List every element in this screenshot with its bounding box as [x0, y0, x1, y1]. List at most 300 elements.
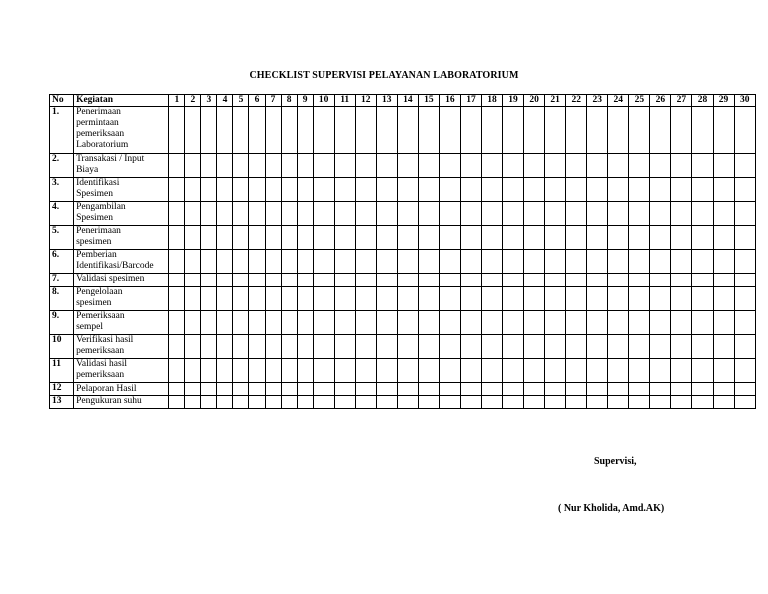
- checkbox-cell-day-17[interactable]: [460, 226, 481, 250]
- checkbox-cell-day-21[interactable]: [545, 202, 566, 226]
- checkbox-cell-day-23[interactable]: [587, 226, 608, 250]
- checkbox-cell-day-28[interactable]: [692, 359, 713, 383]
- checkbox-cell-day-9[interactable]: [297, 178, 313, 202]
- checkbox-cell-day-20[interactable]: [524, 274, 545, 287]
- checkbox-cell-day-16[interactable]: [439, 287, 460, 311]
- checkbox-cell-day-11[interactable]: [334, 202, 355, 226]
- checkbox-cell-day-14[interactable]: [397, 154, 418, 178]
- checkbox-cell-day-6[interactable]: [249, 383, 265, 396]
- checkbox-cell-day-22[interactable]: [566, 202, 587, 226]
- checkbox-cell-day-10[interactable]: [313, 396, 334, 409]
- checkbox-cell-day-13[interactable]: [376, 202, 397, 226]
- checkbox-cell-day-16[interactable]: [439, 107, 460, 154]
- checkbox-cell-day-5[interactable]: [233, 178, 249, 202]
- checkbox-cell-day-9[interactable]: [297, 287, 313, 311]
- checkbox-cell-day-2[interactable]: [185, 226, 201, 250]
- checkbox-cell-day-5[interactable]: [233, 311, 249, 335]
- checkbox-cell-day-25[interactable]: [629, 226, 650, 250]
- checkbox-cell-day-26[interactable]: [650, 202, 671, 226]
- checkbox-cell-day-1[interactable]: [169, 107, 185, 154]
- checkbox-cell-day-13[interactable]: [376, 154, 397, 178]
- checkbox-cell-day-7[interactable]: [265, 383, 281, 396]
- checkbox-cell-day-15[interactable]: [418, 250, 439, 274]
- checkbox-cell-day-13[interactable]: [376, 250, 397, 274]
- checkbox-cell-day-19[interactable]: [503, 359, 524, 383]
- checkbox-cell-day-10[interactable]: [313, 202, 334, 226]
- checkbox-cell-day-24[interactable]: [608, 311, 629, 335]
- checkbox-cell-day-9[interactable]: [297, 107, 313, 154]
- checkbox-cell-day-11[interactable]: [334, 154, 355, 178]
- checkbox-cell-day-23[interactable]: [587, 107, 608, 154]
- checkbox-cell-day-5[interactable]: [233, 274, 249, 287]
- checkbox-cell-day-8[interactable]: [281, 383, 297, 396]
- checkbox-cell-day-21[interactable]: [545, 383, 566, 396]
- checkbox-cell-day-23[interactable]: [587, 202, 608, 226]
- checkbox-cell-day-16[interactable]: [439, 383, 460, 396]
- checkbox-cell-day-20[interactable]: [524, 287, 545, 311]
- checkbox-cell-day-11[interactable]: [334, 287, 355, 311]
- checkbox-cell-day-4[interactable]: [217, 311, 233, 335]
- checkbox-cell-day-12[interactable]: [355, 287, 376, 311]
- checkbox-cell-day-21[interactable]: [545, 287, 566, 311]
- checkbox-cell-day-12[interactable]: [355, 202, 376, 226]
- checkbox-cell-day-7[interactable]: [265, 359, 281, 383]
- checkbox-cell-day-11[interactable]: [334, 107, 355, 154]
- checkbox-cell-day-8[interactable]: [281, 287, 297, 311]
- checkbox-cell-day-17[interactable]: [460, 287, 481, 311]
- checkbox-cell-day-5[interactable]: [233, 226, 249, 250]
- checkbox-cell-day-17[interactable]: [460, 202, 481, 226]
- checkbox-cell-day-10[interactable]: [313, 226, 334, 250]
- checkbox-cell-day-16[interactable]: [439, 396, 460, 409]
- checkbox-cell-day-11[interactable]: [334, 250, 355, 274]
- checkbox-cell-day-4[interactable]: [217, 287, 233, 311]
- checkbox-cell-day-26[interactable]: [650, 154, 671, 178]
- checkbox-cell-day-5[interactable]: [233, 335, 249, 359]
- checkbox-cell-day-30[interactable]: [734, 287, 755, 311]
- checkbox-cell-day-3[interactable]: [201, 383, 217, 396]
- checkbox-cell-day-2[interactable]: [185, 250, 201, 274]
- checkbox-cell-day-12[interactable]: [355, 154, 376, 178]
- checkbox-cell-day-6[interactable]: [249, 178, 265, 202]
- checkbox-cell-day-6[interactable]: [249, 226, 265, 250]
- checkbox-cell-day-16[interactable]: [439, 311, 460, 335]
- checkbox-cell-day-18[interactable]: [481, 396, 502, 409]
- checkbox-cell-day-22[interactable]: [566, 178, 587, 202]
- checkbox-cell-day-9[interactable]: [297, 359, 313, 383]
- checkbox-cell-day-16[interactable]: [439, 178, 460, 202]
- checkbox-cell-day-14[interactable]: [397, 287, 418, 311]
- checkbox-cell-day-7[interactable]: [265, 107, 281, 154]
- checkbox-cell-day-29[interactable]: [713, 383, 734, 396]
- checkbox-cell-day-24[interactable]: [608, 396, 629, 409]
- checkbox-cell-day-18[interactable]: [481, 226, 502, 250]
- checkbox-cell-day-28[interactable]: [692, 154, 713, 178]
- checkbox-cell-day-12[interactable]: [355, 226, 376, 250]
- checkbox-cell-day-12[interactable]: [355, 335, 376, 359]
- checkbox-cell-day-2[interactable]: [185, 178, 201, 202]
- checkbox-cell-day-6[interactable]: [249, 311, 265, 335]
- checkbox-cell-day-2[interactable]: [185, 396, 201, 409]
- checkbox-cell-day-4[interactable]: [217, 335, 233, 359]
- checkbox-cell-day-30[interactable]: [734, 250, 755, 274]
- checkbox-cell-day-23[interactable]: [587, 335, 608, 359]
- checkbox-cell-day-29[interactable]: [713, 226, 734, 250]
- checkbox-cell-day-2[interactable]: [185, 335, 201, 359]
- checkbox-cell-day-15[interactable]: [418, 396, 439, 409]
- checkbox-cell-day-24[interactable]: [608, 383, 629, 396]
- checkbox-cell-day-17[interactable]: [460, 359, 481, 383]
- checkbox-cell-day-21[interactable]: [545, 396, 566, 409]
- checkbox-cell-day-22[interactable]: [566, 335, 587, 359]
- checkbox-cell-day-18[interactable]: [481, 383, 502, 396]
- checkbox-cell-day-17[interactable]: [460, 274, 481, 287]
- checkbox-cell-day-4[interactable]: [217, 154, 233, 178]
- checkbox-cell-day-2[interactable]: [185, 383, 201, 396]
- checkbox-cell-day-26[interactable]: [650, 226, 671, 250]
- checkbox-cell-day-28[interactable]: [692, 274, 713, 287]
- checkbox-cell-day-10[interactable]: [313, 287, 334, 311]
- checkbox-cell-day-10[interactable]: [313, 383, 334, 396]
- checkbox-cell-day-1[interactable]: [169, 287, 185, 311]
- checkbox-cell-day-7[interactable]: [265, 178, 281, 202]
- checkbox-cell-day-20[interactable]: [524, 202, 545, 226]
- checkbox-cell-day-3[interactable]: [201, 226, 217, 250]
- checkbox-cell-day-19[interactable]: [503, 107, 524, 154]
- checkbox-cell-day-9[interactable]: [297, 250, 313, 274]
- checkbox-cell-day-15[interactable]: [418, 202, 439, 226]
- checkbox-cell-day-18[interactable]: [481, 250, 502, 274]
- checkbox-cell-day-20[interactable]: [524, 311, 545, 335]
- checkbox-cell-day-12[interactable]: [355, 383, 376, 396]
- checkbox-cell-day-28[interactable]: [692, 226, 713, 250]
- checkbox-cell-day-28[interactable]: [692, 383, 713, 396]
- checkbox-cell-day-6[interactable]: [249, 287, 265, 311]
- checkbox-cell-day-16[interactable]: [439, 202, 460, 226]
- checkbox-cell-day-13[interactable]: [376, 311, 397, 335]
- checkbox-cell-day-7[interactable]: [265, 250, 281, 274]
- checkbox-cell-day-17[interactable]: [460, 107, 481, 154]
- checkbox-cell-day-20[interactable]: [524, 250, 545, 274]
- checkbox-cell-day-27[interactable]: [671, 311, 692, 335]
- checkbox-cell-day-13[interactable]: [376, 359, 397, 383]
- checkbox-cell-day-29[interactable]: [713, 250, 734, 274]
- checkbox-cell-day-24[interactable]: [608, 107, 629, 154]
- checkbox-cell-day-27[interactable]: [671, 359, 692, 383]
- checkbox-cell-day-18[interactable]: [481, 287, 502, 311]
- checkbox-cell-day-16[interactable]: [439, 335, 460, 359]
- checkbox-cell-day-5[interactable]: [233, 107, 249, 154]
- checkbox-cell-day-4[interactable]: [217, 396, 233, 409]
- checkbox-cell-day-1[interactable]: [169, 202, 185, 226]
- checkbox-cell-day-25[interactable]: [629, 154, 650, 178]
- checkbox-cell-day-23[interactable]: [587, 274, 608, 287]
- checkbox-cell-day-6[interactable]: [249, 154, 265, 178]
- checkbox-cell-day-9[interactable]: [297, 335, 313, 359]
- checkbox-cell-day-7[interactable]: [265, 311, 281, 335]
- checkbox-cell-day-6[interactable]: [249, 250, 265, 274]
- checkbox-cell-day-8[interactable]: [281, 202, 297, 226]
- checkbox-cell-day-3[interactable]: [201, 335, 217, 359]
- checkbox-cell-day-30[interactable]: [734, 107, 755, 154]
- checkbox-cell-day-8[interactable]: [281, 178, 297, 202]
- checkbox-cell-day-7[interactable]: [265, 226, 281, 250]
- checkbox-cell-day-5[interactable]: [233, 359, 249, 383]
- checkbox-cell-day-30[interactable]: [734, 274, 755, 287]
- checkbox-cell-day-14[interactable]: [397, 383, 418, 396]
- checkbox-cell-day-6[interactable]: [249, 274, 265, 287]
- checkbox-cell-day-19[interactable]: [503, 178, 524, 202]
- checkbox-cell-day-24[interactable]: [608, 287, 629, 311]
- checkbox-cell-day-18[interactable]: [481, 202, 502, 226]
- checkbox-cell-day-15[interactable]: [418, 178, 439, 202]
- checkbox-cell-day-12[interactable]: [355, 396, 376, 409]
- checkbox-cell-day-30[interactable]: [734, 383, 755, 396]
- checkbox-cell-day-17[interactable]: [460, 335, 481, 359]
- checkbox-cell-day-3[interactable]: [201, 107, 217, 154]
- checkbox-cell-day-10[interactable]: [313, 178, 334, 202]
- checkbox-cell-day-21[interactable]: [545, 359, 566, 383]
- checkbox-cell-day-19[interactable]: [503, 311, 524, 335]
- checkbox-cell-day-14[interactable]: [397, 335, 418, 359]
- checkbox-cell-day-9[interactable]: [297, 383, 313, 396]
- checkbox-cell-day-3[interactable]: [201, 154, 217, 178]
- checkbox-cell-day-4[interactable]: [217, 383, 233, 396]
- checkbox-cell-day-30[interactable]: [734, 359, 755, 383]
- checkbox-cell-day-8[interactable]: [281, 311, 297, 335]
- checkbox-cell-day-6[interactable]: [249, 359, 265, 383]
- checkbox-cell-day-11[interactable]: [334, 311, 355, 335]
- checkbox-cell-day-10[interactable]: [313, 250, 334, 274]
- checkbox-cell-day-25[interactable]: [629, 107, 650, 154]
- checkbox-cell-day-15[interactable]: [418, 107, 439, 154]
- checkbox-cell-day-30[interactable]: [734, 154, 755, 178]
- checkbox-cell-day-26[interactable]: [650, 311, 671, 335]
- checkbox-cell-day-16[interactable]: [439, 226, 460, 250]
- checkbox-cell-day-4[interactable]: [217, 274, 233, 287]
- checkbox-cell-day-1[interactable]: [169, 178, 185, 202]
- checkbox-cell-day-18[interactable]: [481, 359, 502, 383]
- checkbox-cell-day-28[interactable]: [692, 335, 713, 359]
- checkbox-cell-day-26[interactable]: [650, 396, 671, 409]
- checkbox-cell-day-25[interactable]: [629, 396, 650, 409]
- checkbox-cell-day-13[interactable]: [376, 274, 397, 287]
- checkbox-cell-day-27[interactable]: [671, 396, 692, 409]
- checkbox-cell-day-8[interactable]: [281, 226, 297, 250]
- checkbox-cell-day-17[interactable]: [460, 154, 481, 178]
- checkbox-cell-day-4[interactable]: [217, 178, 233, 202]
- checkbox-cell-day-1[interactable]: [169, 383, 185, 396]
- checkbox-cell-day-10[interactable]: [313, 107, 334, 154]
- checkbox-cell-day-8[interactable]: [281, 274, 297, 287]
- checkbox-cell-day-29[interactable]: [713, 202, 734, 226]
- checkbox-cell-day-10[interactable]: [313, 311, 334, 335]
- checkbox-cell-day-25[interactable]: [629, 274, 650, 287]
- checkbox-cell-day-27[interactable]: [671, 274, 692, 287]
- checkbox-cell-day-2[interactable]: [185, 154, 201, 178]
- checkbox-cell-day-11[interactable]: [334, 178, 355, 202]
- checkbox-cell-day-5[interactable]: [233, 154, 249, 178]
- checkbox-cell-day-12[interactable]: [355, 311, 376, 335]
- checkbox-cell-day-19[interactable]: [503, 396, 524, 409]
- checkbox-cell-day-24[interactable]: [608, 274, 629, 287]
- checkbox-cell-day-3[interactable]: [201, 274, 217, 287]
- checkbox-cell-day-5[interactable]: [233, 383, 249, 396]
- checkbox-cell-day-12[interactable]: [355, 107, 376, 154]
- checkbox-cell-day-13[interactable]: [376, 107, 397, 154]
- checkbox-cell-day-2[interactable]: [185, 202, 201, 226]
- checkbox-cell-day-3[interactable]: [201, 202, 217, 226]
- checkbox-cell-day-11[interactable]: [334, 335, 355, 359]
- checkbox-cell-day-21[interactable]: [545, 178, 566, 202]
- checkbox-cell-day-11[interactable]: [334, 359, 355, 383]
- checkbox-cell-day-20[interactable]: [524, 396, 545, 409]
- checkbox-cell-day-28[interactable]: [692, 178, 713, 202]
- checkbox-cell-day-8[interactable]: [281, 107, 297, 154]
- checkbox-cell-day-2[interactable]: [185, 287, 201, 311]
- checkbox-cell-day-25[interactable]: [629, 202, 650, 226]
- checkbox-cell-day-4[interactable]: [217, 202, 233, 226]
- checkbox-cell-day-22[interactable]: [566, 359, 587, 383]
- checkbox-cell-day-26[interactable]: [650, 178, 671, 202]
- checkbox-cell-day-8[interactable]: [281, 154, 297, 178]
- checkbox-cell-day-1[interactable]: [169, 154, 185, 178]
- checkbox-cell-day-11[interactable]: [334, 396, 355, 409]
- checkbox-cell-day-4[interactable]: [217, 226, 233, 250]
- checkbox-cell-day-23[interactable]: [587, 383, 608, 396]
- checkbox-cell-day-29[interactable]: [713, 274, 734, 287]
- checkbox-cell-day-16[interactable]: [439, 359, 460, 383]
- checkbox-cell-day-21[interactable]: [545, 226, 566, 250]
- checkbox-cell-day-30[interactable]: [734, 226, 755, 250]
- checkbox-cell-day-5[interactable]: [233, 396, 249, 409]
- checkbox-cell-day-30[interactable]: [734, 396, 755, 409]
- checkbox-cell-day-9[interactable]: [297, 202, 313, 226]
- checkbox-cell-day-27[interactable]: [671, 250, 692, 274]
- checkbox-cell-day-18[interactable]: [481, 154, 502, 178]
- checkbox-cell-day-19[interactable]: [503, 287, 524, 311]
- checkbox-cell-day-23[interactable]: [587, 250, 608, 274]
- checkbox-cell-day-1[interactable]: [169, 396, 185, 409]
- checkbox-cell-day-26[interactable]: [650, 359, 671, 383]
- checkbox-cell-day-6[interactable]: [249, 335, 265, 359]
- checkbox-cell-day-19[interactable]: [503, 226, 524, 250]
- checkbox-cell-day-26[interactable]: [650, 250, 671, 274]
- checkbox-cell-day-8[interactable]: [281, 396, 297, 409]
- checkbox-cell-day-7[interactable]: [265, 274, 281, 287]
- checkbox-cell-day-12[interactable]: [355, 359, 376, 383]
- checkbox-cell-day-12[interactable]: [355, 274, 376, 287]
- checkbox-cell-day-3[interactable]: [201, 287, 217, 311]
- checkbox-cell-day-7[interactable]: [265, 202, 281, 226]
- checkbox-cell-day-28[interactable]: [692, 250, 713, 274]
- checkbox-cell-day-14[interactable]: [397, 311, 418, 335]
- checkbox-cell-day-20[interactable]: [524, 178, 545, 202]
- checkbox-cell-day-21[interactable]: [545, 274, 566, 287]
- checkbox-cell-day-14[interactable]: [397, 396, 418, 409]
- checkbox-cell-day-25[interactable]: [629, 383, 650, 396]
- checkbox-cell-day-27[interactable]: [671, 107, 692, 154]
- checkbox-cell-day-4[interactable]: [217, 250, 233, 274]
- checkbox-cell-day-12[interactable]: [355, 250, 376, 274]
- checkbox-cell-day-29[interactable]: [713, 154, 734, 178]
- checkbox-cell-day-15[interactable]: [418, 335, 439, 359]
- checkbox-cell-day-6[interactable]: [249, 396, 265, 409]
- checkbox-cell-day-27[interactable]: [671, 202, 692, 226]
- checkbox-cell-day-2[interactable]: [185, 274, 201, 287]
- checkbox-cell-day-9[interactable]: [297, 274, 313, 287]
- checkbox-cell-day-19[interactable]: [503, 335, 524, 359]
- checkbox-cell-day-21[interactable]: [545, 311, 566, 335]
- checkbox-cell-day-28[interactable]: [692, 311, 713, 335]
- checkbox-cell-day-24[interactable]: [608, 178, 629, 202]
- checkbox-cell-day-29[interactable]: [713, 107, 734, 154]
- checkbox-cell-day-24[interactable]: [608, 226, 629, 250]
- checkbox-cell-day-20[interactable]: [524, 359, 545, 383]
- checkbox-cell-day-23[interactable]: [587, 359, 608, 383]
- checkbox-cell-day-26[interactable]: [650, 274, 671, 287]
- checkbox-cell-day-29[interactable]: [713, 287, 734, 311]
- checkbox-cell-day-7[interactable]: [265, 287, 281, 311]
- checkbox-cell-day-27[interactable]: [671, 154, 692, 178]
- checkbox-cell-day-4[interactable]: [217, 359, 233, 383]
- checkbox-cell-day-19[interactable]: [503, 383, 524, 396]
- checkbox-cell-day-14[interactable]: [397, 178, 418, 202]
- checkbox-cell-day-15[interactable]: [418, 311, 439, 335]
- checkbox-cell-day-21[interactable]: [545, 335, 566, 359]
- checkbox-cell-day-29[interactable]: [713, 335, 734, 359]
- checkbox-cell-day-29[interactable]: [713, 178, 734, 202]
- checkbox-cell-day-3[interactable]: [201, 396, 217, 409]
- checkbox-cell-day-28[interactable]: [692, 396, 713, 409]
- checkbox-cell-day-2[interactable]: [185, 359, 201, 383]
- checkbox-cell-day-19[interactable]: [503, 274, 524, 287]
- checkbox-cell-day-3[interactable]: [201, 359, 217, 383]
- checkbox-cell-day-22[interactable]: [566, 107, 587, 154]
- checkbox-cell-day-1[interactable]: [169, 311, 185, 335]
- checkbox-cell-day-17[interactable]: [460, 396, 481, 409]
- checkbox-cell-day-9[interactable]: [297, 154, 313, 178]
- checkbox-cell-day-22[interactable]: [566, 311, 587, 335]
- checkbox-cell-day-10[interactable]: [313, 274, 334, 287]
- checkbox-cell-day-9[interactable]: [297, 226, 313, 250]
- checkbox-cell-day-18[interactable]: [481, 107, 502, 154]
- checkbox-cell-day-27[interactable]: [671, 178, 692, 202]
- checkbox-cell-day-15[interactable]: [418, 154, 439, 178]
- checkbox-cell-day-19[interactable]: [503, 250, 524, 274]
- checkbox-cell-day-24[interactable]: [608, 250, 629, 274]
- checkbox-cell-day-1[interactable]: [169, 226, 185, 250]
- checkbox-cell-day-30[interactable]: [734, 311, 755, 335]
- checkbox-cell-day-3[interactable]: [201, 250, 217, 274]
- checkbox-cell-day-20[interactable]: [524, 107, 545, 154]
- checkbox-cell-day-5[interactable]: [233, 202, 249, 226]
- checkbox-cell-day-11[interactable]: [334, 226, 355, 250]
- checkbox-cell-day-9[interactable]: [297, 311, 313, 335]
- checkbox-cell-day-23[interactable]: [587, 154, 608, 178]
- checkbox-cell-day-29[interactable]: [713, 396, 734, 409]
- checkbox-cell-day-1[interactable]: [169, 250, 185, 274]
- checkbox-cell-day-11[interactable]: [334, 383, 355, 396]
- checkbox-cell-day-9[interactable]: [297, 396, 313, 409]
- checkbox-cell-day-30[interactable]: [734, 202, 755, 226]
- checkbox-cell-day-17[interactable]: [460, 250, 481, 274]
- checkbox-cell-day-24[interactable]: [608, 154, 629, 178]
- checkbox-cell-day-17[interactable]: [460, 178, 481, 202]
- checkbox-cell-day-7[interactable]: [265, 335, 281, 359]
- checkbox-cell-day-27[interactable]: [671, 383, 692, 396]
- checkbox-cell-day-22[interactable]: [566, 274, 587, 287]
